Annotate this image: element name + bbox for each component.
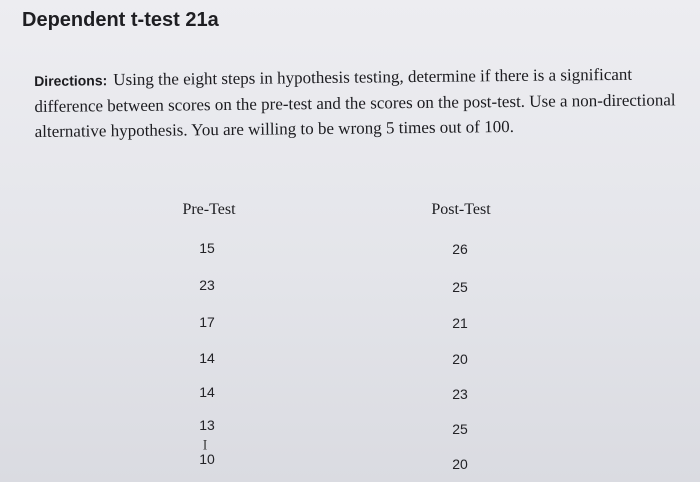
directions-label: Directions:: [34, 72, 108, 89]
pre-test-value: 14: [199, 350, 215, 366]
pre-test-value: 14: [199, 384, 215, 400]
pre-test-value: 15: [199, 240, 215, 256]
post-test-value: 20: [452, 456, 468, 472]
pre-test-value: 23: [199, 277, 215, 293]
post-test-value: 25: [452, 421, 468, 437]
directions-paragraph: [34, 61, 695, 144]
directions-text: Using the eight steps in hypothesis testing, determine if there is a significant difference between scores on the pre-test and the scores on the post-test. Use a non-directional alternative hypothesis. You are willing to be wrong 5 times out of 100.: [34, 64, 676, 141]
pre-test-value: 10: [199, 451, 215, 467]
post-test-value: 26: [452, 241, 468, 257]
post-test-value: 21: [452, 315, 468, 331]
post-test-value: 23: [452, 386, 468, 402]
page-title: Dependent t-test 21a: [22, 9, 219, 31]
post-test-value: 25: [452, 279, 468, 295]
text-cursor-icon: I: [202, 436, 208, 453]
pre-test-value: 13: [199, 417, 215, 433]
pre-test-value: 17: [199, 314, 215, 330]
post-test-value: 20: [452, 351, 468, 367]
post-test-header: Post-Test: [431, 201, 491, 218]
pre-test-header: Pre-Test: [182, 201, 236, 218]
